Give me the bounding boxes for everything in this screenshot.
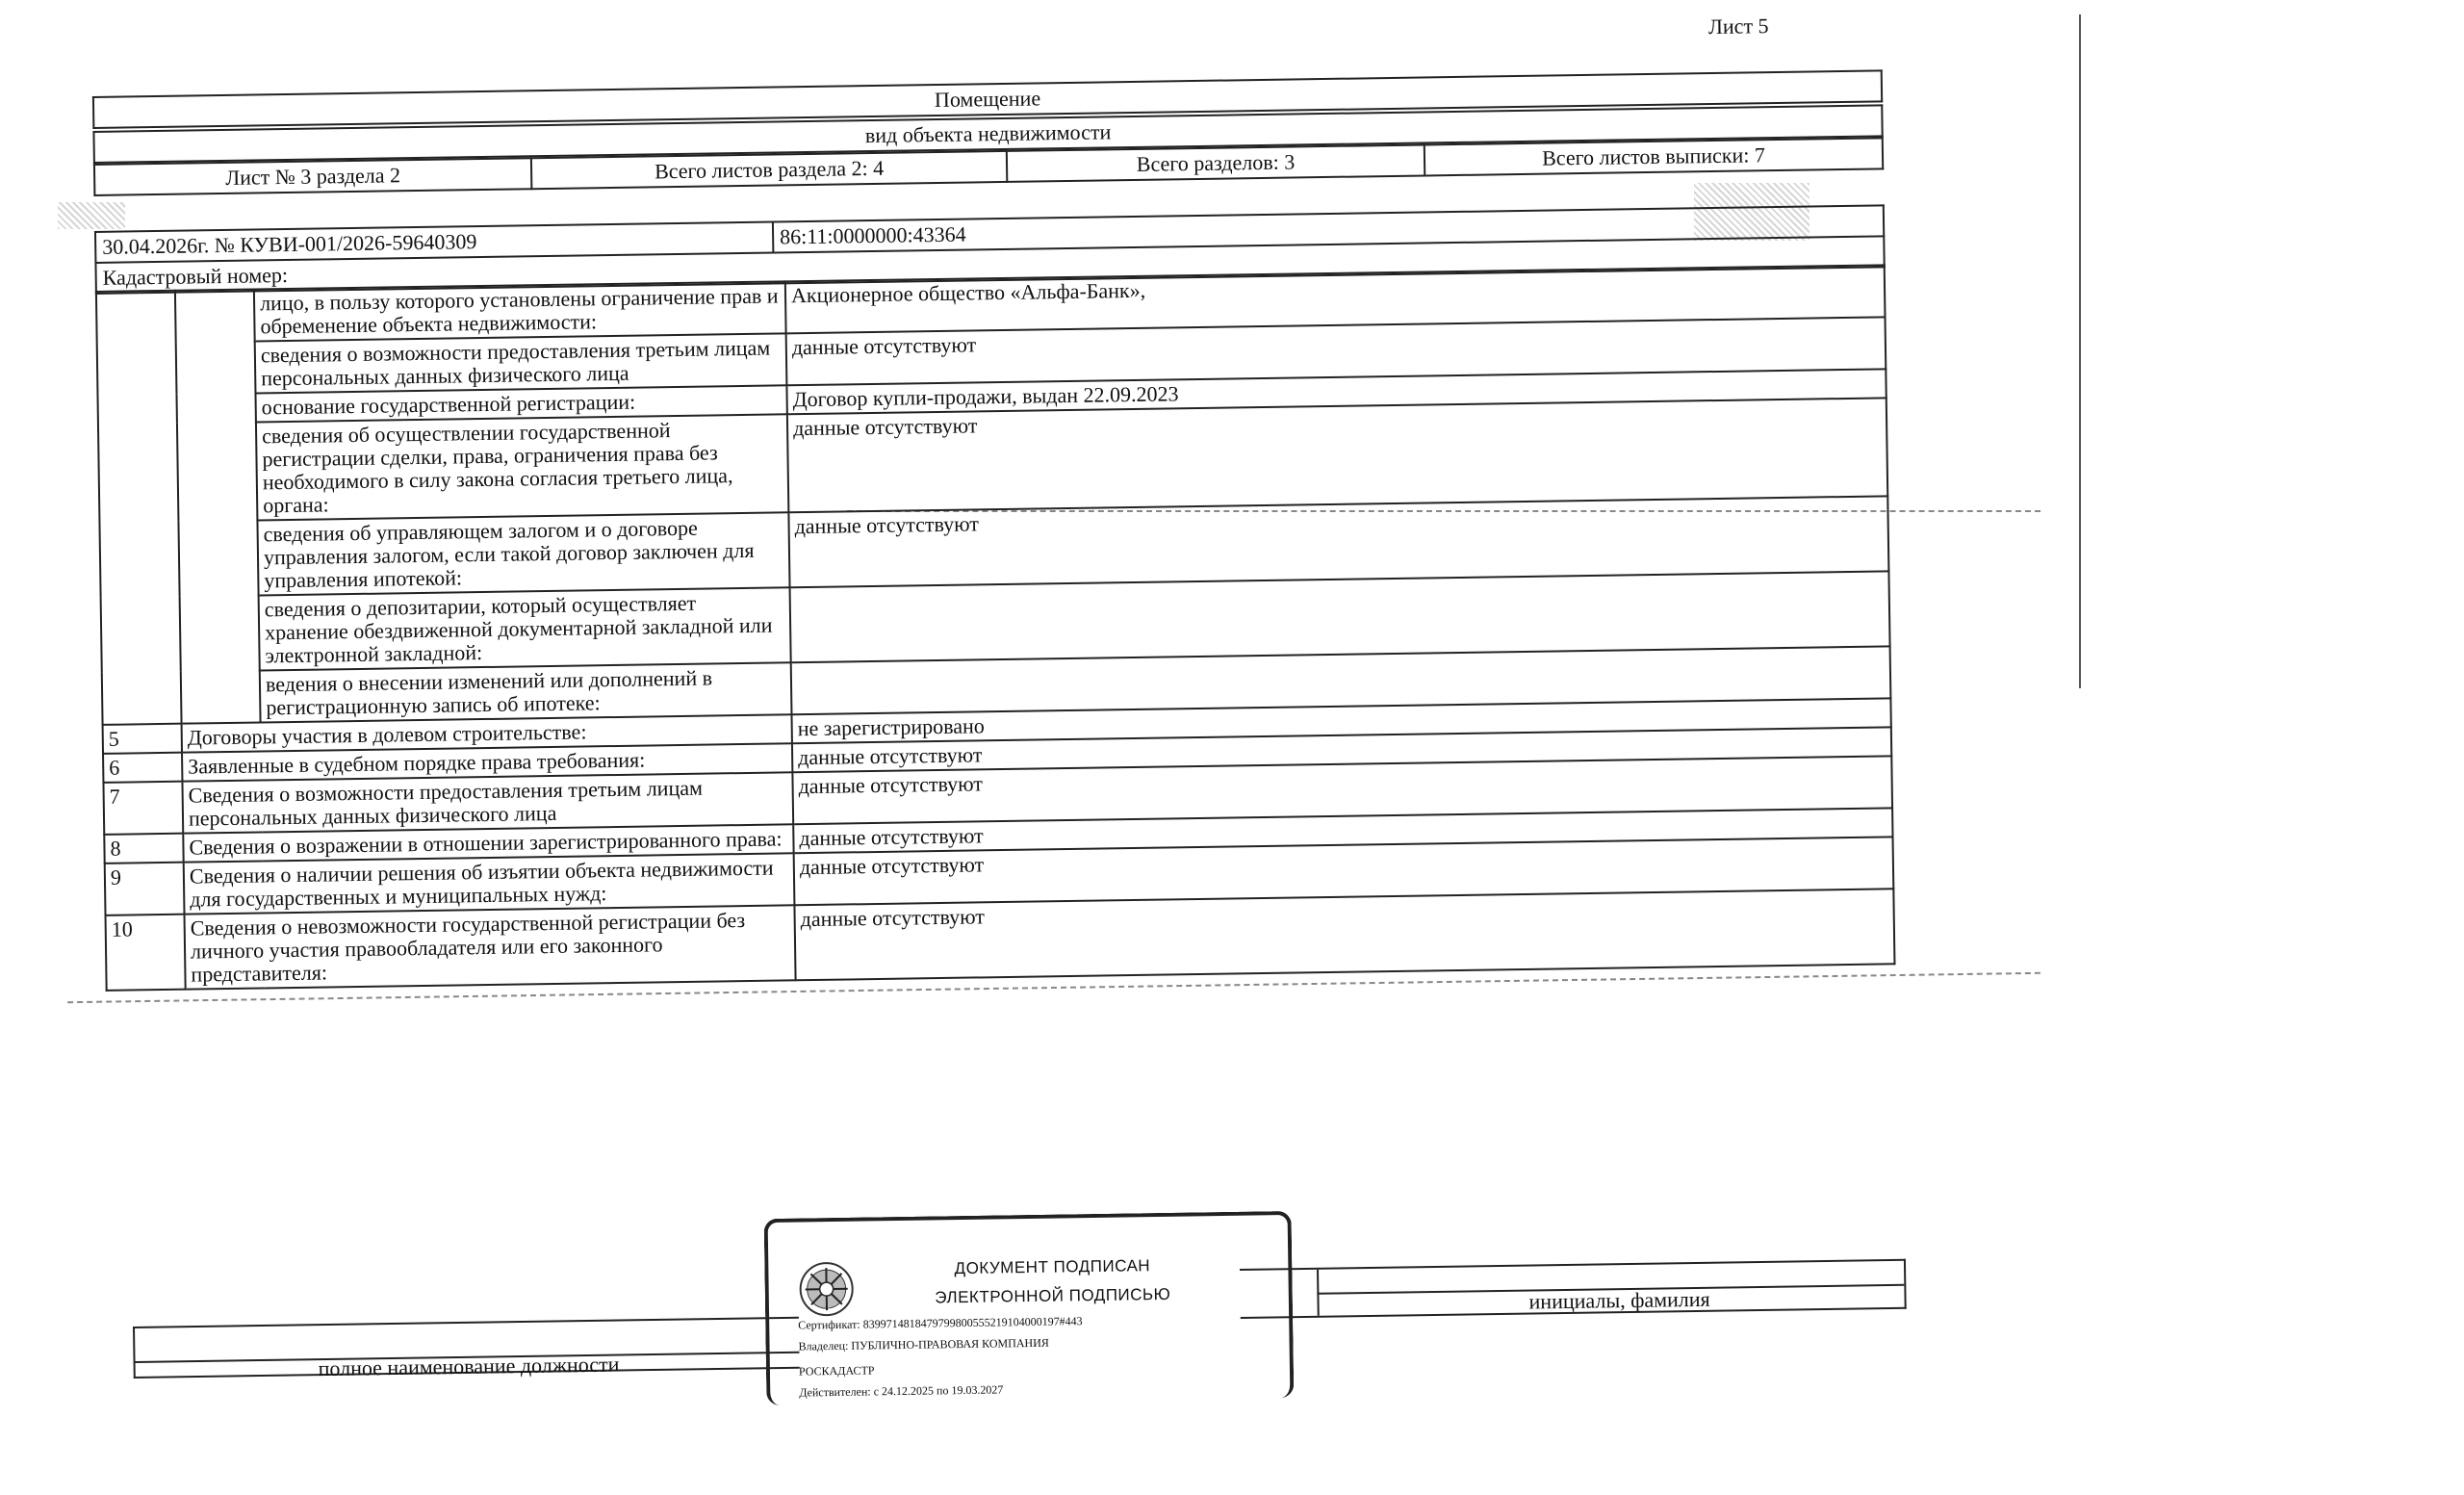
cadastral-label: Кадастровый номер:	[95, 236, 1884, 294]
total-sections: Всего разделов: 3	[1007, 144, 1424, 181]
row-label: сведения о депозитарии, который осуществляет хранение обездвиженной документарной закладной или электронной закладной:	[259, 587, 791, 670]
document-sheet	[91, 12, 1901, 987]
stamp-validity: Действителен: с 24.12.2025 по 19.03.2027	[799, 1382, 1004, 1400]
row-value: данные отсутствуют	[792, 727, 1891, 772]
encumbrance-table	[95, 264, 1896, 992]
row-value: данные отсутствуют	[793, 808, 1892, 853]
name-signature-field	[1240, 1259, 1907, 1319]
row-label: Сведения о возражении в отношении зарегистрированного права:	[183, 824, 793, 862]
stamp-title	[864, 1250, 1241, 1314]
row-label: сведения о возможности предоставления третьим лицам персональных данных физического лица	[255, 333, 787, 393]
row-number: 7	[103, 782, 183, 835]
row-label: Сведения о возможности предоставления третьим лицам персональных данных физического лица	[182, 772, 793, 833]
row-value: Акционерное общество «Альфа-Банк»,	[785, 265, 1886, 333]
row-number: 6	[103, 753, 182, 783]
stamp-owner-name: РОСКАДАСТР	[798, 1363, 875, 1379]
row-value: данные отсутствуют	[786, 317, 1886, 385]
row-value: данные отсутствуют	[787, 398, 1887, 512]
name-caption: инициалы, фамилия	[1528, 1286, 1710, 1314]
row-value: данные отсутствуют	[788, 496, 1888, 587]
position-signature-field	[133, 1317, 800, 1379]
stamp-title-line: ДОКУМЕНТ ПОДПИСАН	[954, 1256, 1151, 1278]
sheet-number: Лист 5	[1707, 13, 1769, 39]
stamp-certificate: Сертификат: 8399714818479799800555219104000197#443	[798, 1314, 1083, 1332]
row-label: Сведения о невозможности государственной регистрации без личного участия правообладателя или его законного представителя:	[185, 905, 796, 989]
object-kind-caption: вид объекта недвижимости	[93, 105, 1882, 163]
empty-num-cell	[96, 291, 182, 725]
row-label: Договоры участия в долевом строительстве:	[182, 714, 792, 752]
row-number: 10	[106, 915, 186, 991]
row-label: Заявленные в судебном порядке права требования:	[182, 743, 792, 781]
row-value: данные отсутствуют	[794, 889, 1894, 980]
electronic-signature-stamp	[764, 1211, 1295, 1405]
sheet-of-section: Лист № 3 раздела 2	[94, 158, 531, 195]
total-sheets-extract: Всего листов выписки: 7	[1424, 138, 1883, 175]
row-label: Сведения о наличии решения об изъятии объекта недвижимости для государственных и муниципальных нужд:	[184, 853, 795, 914]
stamp-title-line: ЭЛЕКТРОННОЙ ПОДПИСЬЮ	[935, 1284, 1171, 1307]
row-label: лицо, в пользу которого установлены ограничение прав и обременение объекта недвижимости:	[254, 281, 786, 341]
date-number: 30.04.2026г. № КУВИ-001/2026-59640309	[95, 222, 773, 263]
scan-noise	[58, 202, 125, 229]
row-label: основание государственной регистрации:	[255, 385, 786, 422]
row-number: 5	[103, 724, 182, 754]
emblem-icon	[797, 1260, 856, 1319]
row-label: сведения об осуществлении государственной регистрации сделки, права, ограничения права без необходимого в силу закона согласия третьего лица, органа:	[256, 414, 788, 520]
row-number: 9	[105, 863, 185, 915]
row-value: Договор купли-продажи, выдан 22.09.2023	[786, 369, 1886, 414]
empty-sub-cell	[175, 290, 261, 724]
total-sheets-section: Всего листов раздела 2: 4	[531, 151, 1007, 189]
scan-edge-line	[2079, 14, 2081, 688]
stamp-owner: Владелец: ПУБЛИЧНО-ПРАВОВАЯ КОМПАНИЯ	[798, 1335, 1049, 1353]
position-caption: полное наименование должности	[318, 1352, 620, 1381]
row-number: 8	[104, 834, 183, 863]
row-value: данные отсутствуют	[794, 837, 1894, 905]
object-kind: Помещение	[93, 70, 1882, 128]
cadastral-number: 86:11:0000000:43364	[773, 205, 1884, 252]
row-value: не зарегистрировано	[791, 698, 1890, 743]
row-label: ведения о внесении изменений или дополнений в регистрационную запись об ипотеке:	[260, 662, 792, 722]
row-value: данные отсутствуют	[792, 756, 1892, 824]
row-label: сведения об управляющем залогом и о договоре управления залогом, если такой договор заключен для управления ипотекой:	[257, 512, 789, 595]
